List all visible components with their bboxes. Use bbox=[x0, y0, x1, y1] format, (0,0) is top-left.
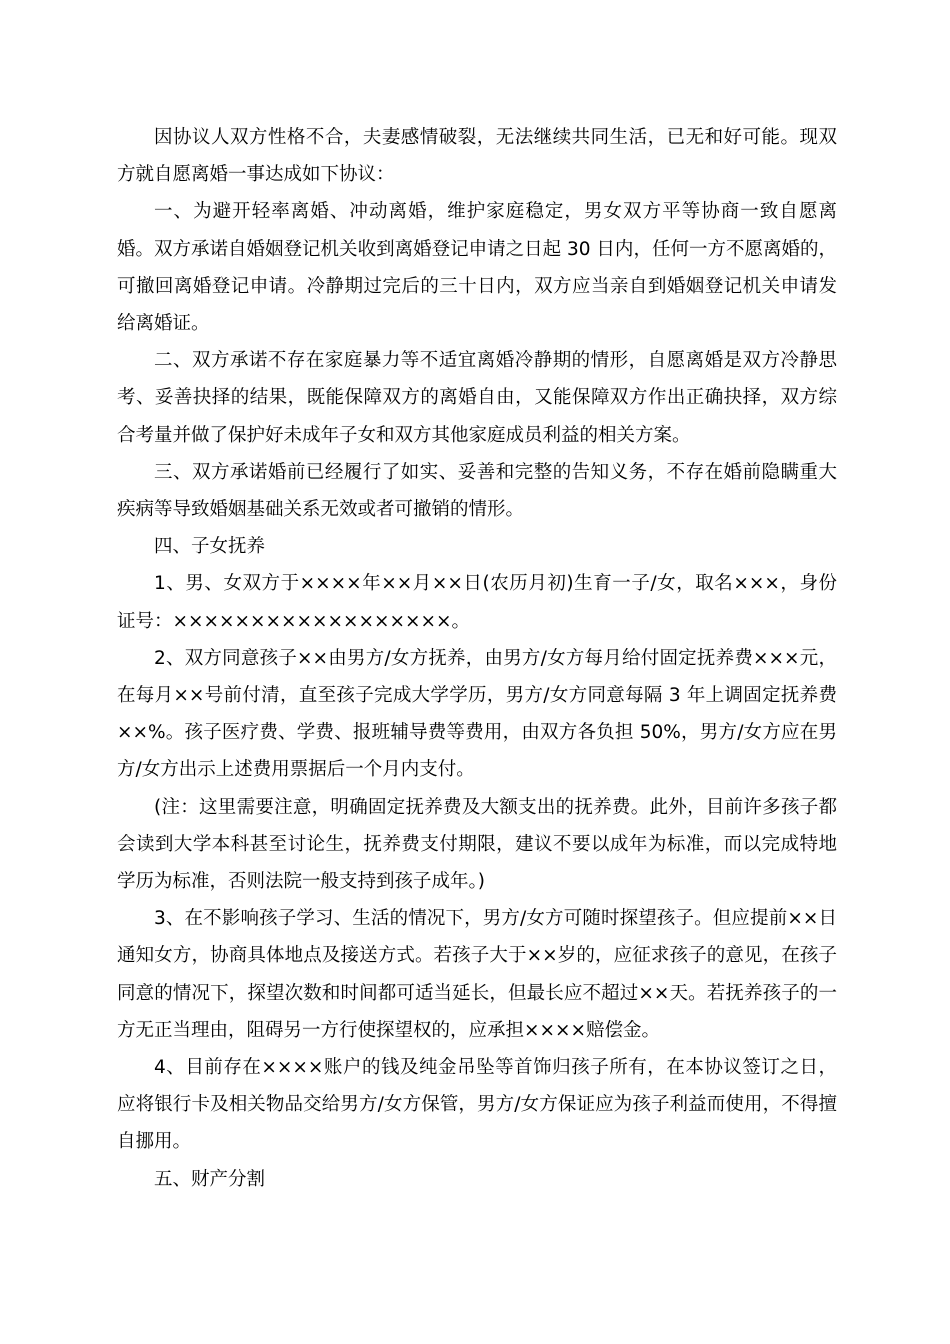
intro-paragraph: 因协议人双方性格不合，夫妻感情破裂，无法继续共同生活，已无和好可能。现双方就自愿离婚一事达成如下协议： bbox=[117, 127, 837, 186]
clause-three-paragraph: 三、双方承诺婚前已经履行了如实、妥善和完整的告知义务，不存在婚前隐瞒重大疾病等导致婚姻基础关系无效或者可撤销的情形。 bbox=[117, 461, 837, 521]
clause-one-paragraph: 一、为避开轻率离婚、冲动离婚，维护家庭稳定，男女双方平等协商一致自愿离婚。双方承诺自婚姻登记机关收到离婚登记申请之日起 30 日内，任何一方不愿离婚的，可撤回离婚登记申请。冷静期过完后的三十日内，双方应当亲自到婚姻登记机关申请发给离婚证。 bbox=[117, 201, 837, 335]
custody-item-2-paragraph: 2、双方同意孩子××由男方/女方抚养，由男方/女方每月给付固定抚养费×××元，在每月××号前付清，直至孩子完成大学学历，男方/女方同意每隔 3 年上调固定抚养费××%。孩子医疗费、学费、报班辅导费等费用，由双方各负担 50%，男方/女方应在男方/女方出示上述费用票据后一个月内支付。 bbox=[117, 647, 837, 781]
custody-item-3-paragraph: 3、在不影响孩子学习、生活的情况下，男方/女方可随时探望孩子。但应提前××日通知女方，协商具体地点及接送方式。若孩子大于××岁的，应征求孩子的意见，在孩子同意的情况下，探望次数和时间都可适当延长，但最长应不超过××天。若抚养孩子的一方无正当理由，阻碍另一方行使探望权的，应承担××××赔偿金。 bbox=[117, 908, 837, 1041]
agreement-body bbox=[117, 119, 837, 1198]
custody-item-1-paragraph: 1、男、女双方于××××年××月××日(农历月初)生育一子/女，取名×××，身份证号：××××××××××××××××××。 bbox=[117, 573, 837, 632]
custody-item-4-paragraph: 4、目前存在××××账户的钱及纯金吊坠等首饰归孩子所有，在本协议签订之日，应将银行卡及相关物品交给男方/女方保管，男方/女方保证应为孩子利益而使用，不得擅自挪用。 bbox=[117, 1057, 837, 1153]
custody-note-paragraph: (注：这里需要注意，明确固定抚养费及大额支出的抚养费。此外，目前许多孩子都会读到大学本科甚至讨论生，抚养费支付期限，建议不要以成年为标准，而以完成特地学历为标准，否则法院一般支持到孩子成年。) bbox=[117, 796, 837, 893]
clause-two-paragraph: 二、双方承诺不存在家庭暴力等不适宜离婚冷静期的情形，自愿离婚是双方冷静思考、妥善抉择的结果，既能保障双方的离婚自由，又能保障双方作出正确抉择，双方综合考量并做了保护好未成年子女和双方其他家庭成员利益的相关方案。 bbox=[117, 350, 837, 446]
section-heading-child-custody: 四、子女抚养 bbox=[154, 536, 266, 558]
section-heading-property-division: 五、财产分割 bbox=[154, 1168, 266, 1190]
